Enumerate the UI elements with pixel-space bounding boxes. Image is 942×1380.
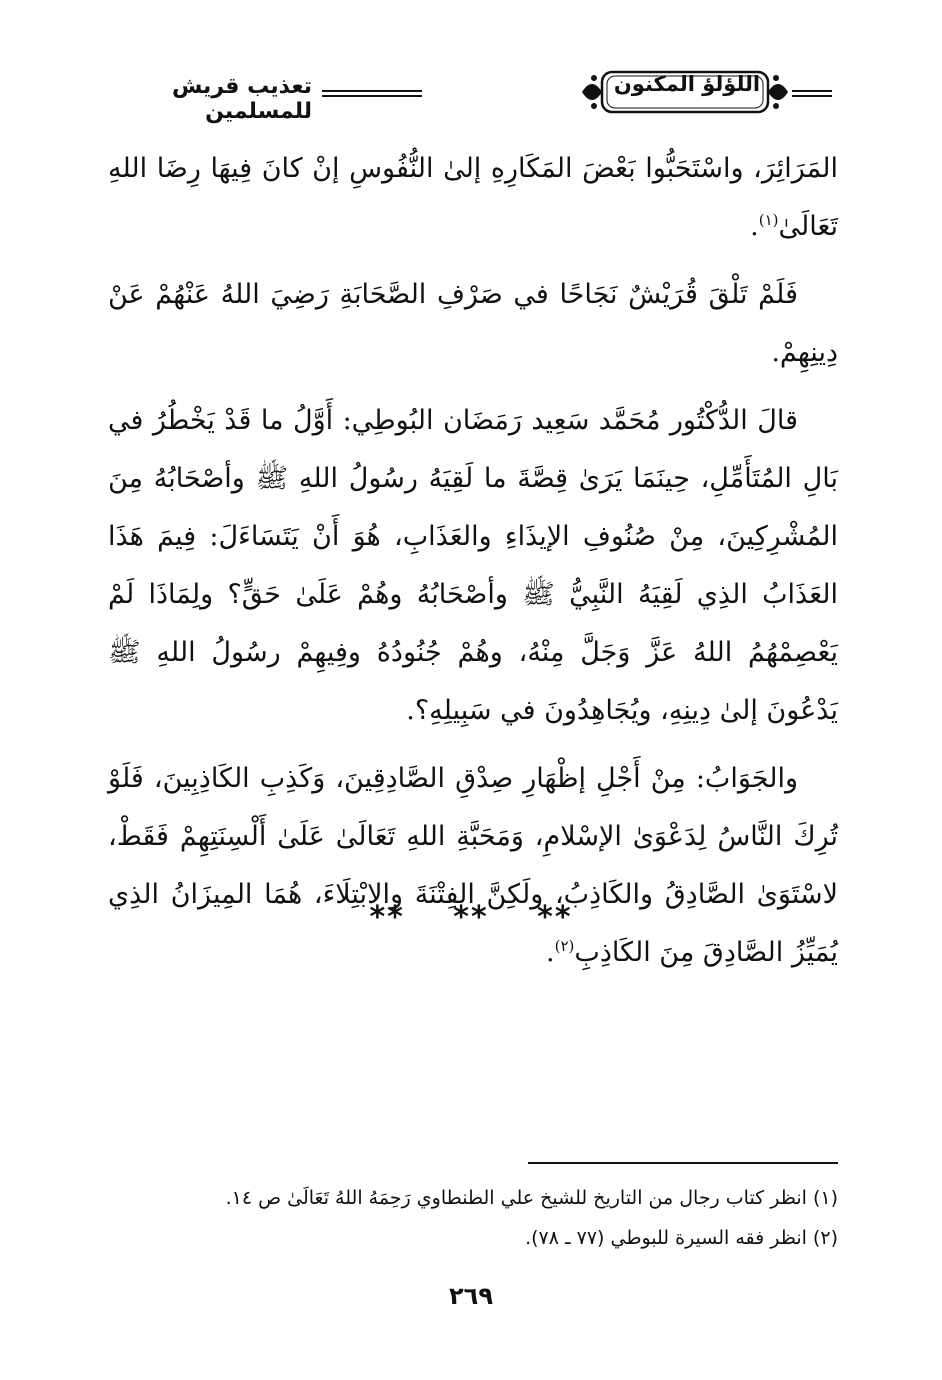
footnote-ref: (٢) [554,937,575,955]
footnotes [108,1178,838,1258]
footnote-ref: (١) [758,211,779,229]
paragraph-end: . [546,937,555,968]
separator-stars: ** [537,900,573,935]
paragraph-text: المَرَائِرَ، واسْتَحَبُّوا بَعْضَ المَكَارِهِ إلىٰ النُّفُوسِ إنْ كانَ فِيهَا رِضَا اللهِ تَعَالَىٰ [108,153,838,242]
paragraph: قالَ الدُّكْتُور مُحَمَّد سَعِيد رَمَضَان البُوطِي: أَوَّلُ ما قَدْ يَخْطُرُ في بَالِ المُتَأَمِّلِ، حِينَمَا يَرَىٰ قِصَّةَ ما لَقِيَهُ رسُولُ اللهِ ﷺ وأصْحَابُهُ مِنَ المُشْرِكِينَ، مِنْ صُنُوفِ الإيذَاءِ والعَذَابِ، هُوَ أَنْ يَتَسَاءَلَ: فِيمَ هَذَا العَذَابُ الذِي لَقِيَهُ النَّبِيُّ ﷺ وأصْحَابُهُ وهُمْ عَلَىٰ حَقٍّ؟ ولِمَاذَا لَمْ يَعْصِمْهُمُ اللهُ عَزَّ وَجَلَّ مِنْهُ، وهُمْ جُنُودُهُ وفِيهِمْ رسُولُ اللهِ ﷺ يَدْعُونَ إلىٰ دِينِهِ، ويُجَاهِدُونَ في سَبِيلِهِ؟. [108,405,838,726]
section-separator [0,900,942,935]
paragraph: فَلَمْ تَلْقَ قُرَيْشٌ نَجَاحًا في صَرْفِ الصَّحَابَةِ رَضِيَ اللهُ عَنْهُمْ عَنْ دِينِهِمْ. [108,279,838,368]
book-title: اللؤلؤ المكنون [613,72,761,96]
footnote: (١) انظر كتاب رجال من التاريخ للشيخ علي الطنطاوي رَحِمَهُ اللهُ تَعَالَىٰ ص ١٤. [225,1187,838,1209]
separator-stars: ** [453,900,489,935]
page-number: ٢٦٩ [449,1282,493,1310]
paragraph [108,140,838,256]
paragraph-text: والجَوَابُ: مِنْ أَجْلِ إظْهَارِ صِدْقِ الصَّادِقِينَ، وَكَذِبِ الكَاذِبِينَ، فَلَوْ تُرِكَ النَّاسُ لِدَعْوَىٰ الإسْلامِ، وَمَحَبَّةِ اللهِ تَعَالَىٰ عَلَىٰ أَلْسِنَتِهِمْ فَقَطْ، لاسْتَوَىٰ الصَّادِقُ والكَاذِبُ، ولَكِنَّ الفِتْنَةَ والابْتِلَاءَ، هُمَا المِيزَانُ الذِي يُمَيِّزُ الصَّادِقَ مِنَ الكَاذِبِ [108,763,838,968]
header-rule-left [322,90,422,97]
running-header [92,60,840,130]
footnote: (٢) انظر فقه السيرة للبوطي (٧٧ ـ ٧٨). [525,1227,838,1249]
separator-stars: ** [369,900,405,935]
footnote-divider [528,1162,838,1164]
main-text [108,140,838,992]
header-rule-right [792,90,832,97]
paragraph-end: . [750,211,759,242]
paragraph [108,750,838,982]
chapter-title: تعذيب قريش للمسلمين [171,74,312,124]
